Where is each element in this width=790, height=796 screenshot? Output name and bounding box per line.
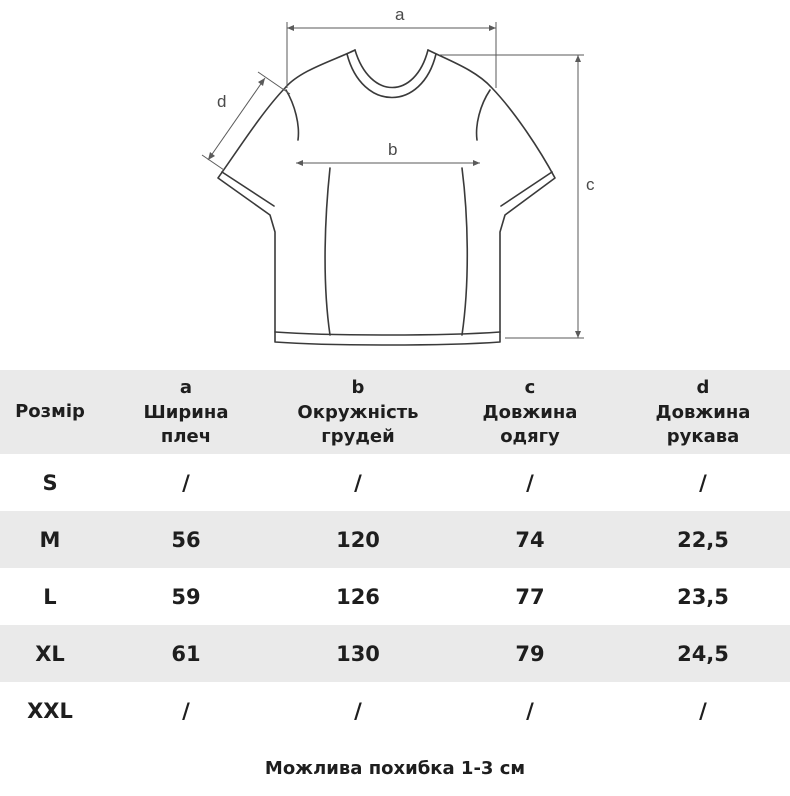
tshirt-outline-icon	[0, 0, 790, 350]
header-label-line1: Довжина	[482, 402, 578, 424]
table-row	[0, 568, 790, 625]
header-letter: c	[524, 376, 536, 398]
table-row	[0, 625, 790, 682]
cell-sleeve-length: 24,5	[677, 641, 729, 666]
header-sleeve-length	[616, 370, 790, 454]
cell-chest-circumference: 130	[336, 641, 380, 666]
header-letter: d	[696, 376, 710, 398]
cell-sleeve-length: /	[699, 470, 707, 495]
header-label-line2: одягу	[500, 425, 560, 447]
measurement-tolerance-note: Можлива похибка 1-3 см	[264, 758, 526, 779]
size-chart-table	[0, 370, 790, 739]
table-row	[0, 511, 790, 568]
table-row	[0, 454, 790, 511]
cell-size: XL	[35, 641, 65, 666]
cell-garment-length: /	[526, 470, 534, 495]
cell-garment-length: 79	[515, 641, 545, 666]
table-header-row	[0, 370, 790, 454]
cell-shoulder-width: 56	[171, 527, 201, 552]
dimension-label-c: c	[586, 175, 595, 194]
header-letter: b	[351, 376, 365, 398]
header-garment-length	[444, 370, 616, 454]
cell-size: XXL	[27, 698, 73, 723]
header-chest-circumference	[272, 370, 444, 454]
cell-size: S	[42, 470, 58, 495]
cell-shoulder-width: /	[182, 470, 190, 495]
header-label-line2: плеч	[160, 425, 212, 447]
header-label-line1: Ширина	[143, 402, 229, 424]
header-letter: a	[179, 376, 193, 398]
dimension-label-d: d	[217, 92, 227, 111]
cell-chest-circumference: 120	[336, 527, 380, 552]
header-label-line2: рукава	[666, 425, 740, 447]
cell-shoulder-width: /	[182, 698, 190, 723]
cell-garment-length: /	[526, 698, 534, 723]
header-label-line1: Довжина	[655, 402, 751, 424]
cell-sleeve-length: 23,5	[677, 584, 729, 609]
header-size-label: Розмір	[15, 401, 85, 423]
header-label-line1: Окружність	[297, 402, 419, 424]
cell-size: M	[39, 527, 61, 552]
cell-chest-circumference: /	[354, 698, 362, 723]
cell-sleeve-length: 22,5	[677, 527, 729, 552]
cell-shoulder-width: 59	[171, 584, 201, 609]
cell-shoulder-width: 61	[171, 641, 201, 666]
table-row	[0, 682, 790, 739]
cell-chest-circumference: 126	[336, 584, 380, 609]
tshirt-measurement-diagram	[0, 0, 790, 350]
header-size	[0, 370, 100, 454]
dimension-label-a: a	[395, 5, 405, 24]
dimension-label-b: b	[388, 140, 398, 159]
header-shoulder-width	[100, 370, 272, 454]
cell-chest-circumference: /	[354, 470, 362, 495]
cell-garment-length: 77	[515, 584, 545, 609]
cell-garment-length: 74	[515, 527, 545, 552]
cell-sleeve-length: /	[699, 698, 707, 723]
cell-size: L	[43, 584, 57, 609]
header-label-line2: грудей	[321, 425, 395, 447]
